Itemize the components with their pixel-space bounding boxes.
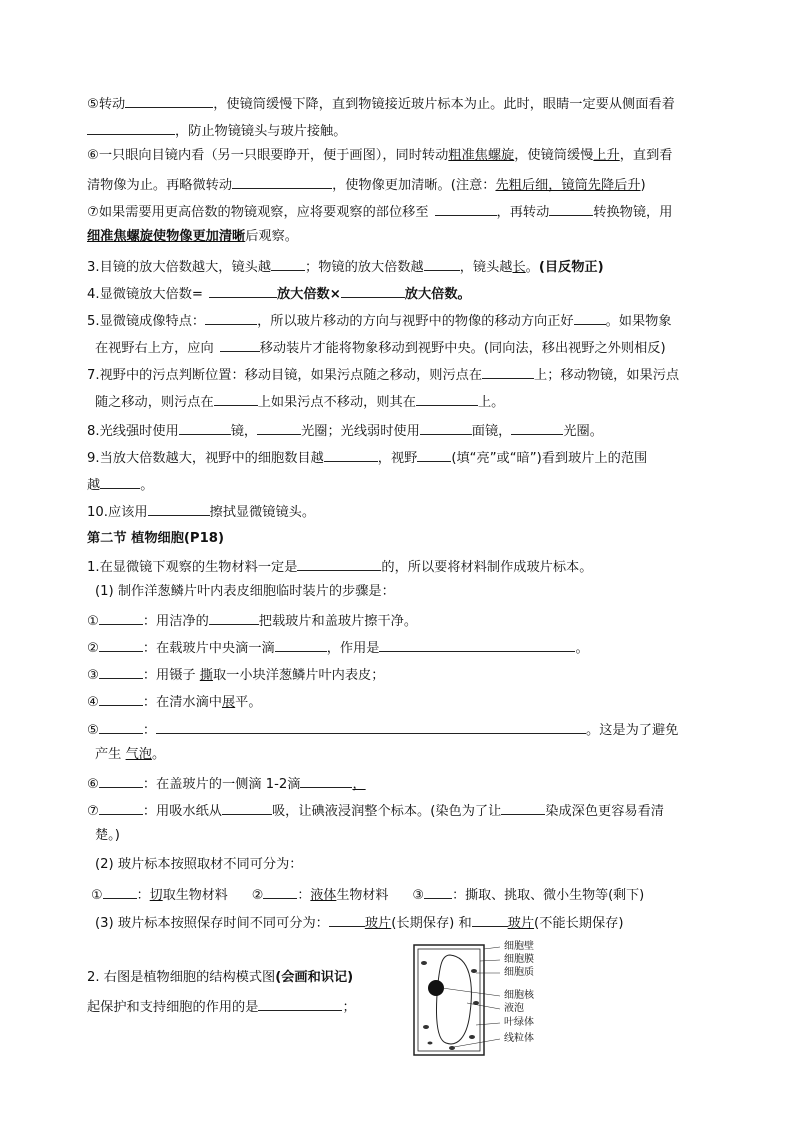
answer-blank[interactable] [257,420,301,435]
answer-blank[interactable] [416,391,478,406]
answer-blank[interactable] [511,420,563,435]
answer-blank[interactable] [99,773,143,788]
answer-blank[interactable] [263,884,297,899]
item8: 8.光线强时使用 镜， 光圈；光线弱时使用 面镜， 光圈。 [87,420,603,441]
answer-blank[interactable] [420,420,472,435]
answer-blank[interactable] [329,912,365,927]
answer-blank[interactable] [148,501,210,516]
item7-line2: 随之移动，则污点在 上如果污点不移动，则其在 上。 [95,391,504,412]
s2-sub2: (2) 玻片标本按照取材不同可分为： [95,857,303,872]
label-mitochondria: 线粒体 [504,1033,534,1044]
item9-line1: 9.当放大倍数越大，视野中的细胞数目越 ，视野 (填“亮”或“暗”)看到玻片上的范围 [87,447,647,468]
answer-blank[interactable] [424,256,460,271]
step-tear: ③ ：用镊子 撕取一小块洋葱鳞片叶内表皮； [87,664,384,685]
answer-blank[interactable] [99,691,143,706]
answer-blank[interactable] [472,912,508,927]
item10: 10.应该用 擦拭显微镜镜头。 [87,501,315,522]
label-cell-membrane: 细胞膜 [504,954,534,965]
item4: 4.显微镜放大倍数= 放大倍数× 放大倍数。 [87,283,471,304]
s2-item1: 1.在显微镜下观察的生物材料一定是 的，所以要将材料制作成玻片标本。 [87,556,592,577]
label-nucleus: 细胞核 [504,990,534,1001]
answer-blank[interactable] [435,201,497,216]
item5-line1: 5.显微镜成像特点： ，所以玻片移动的方向与视野中的物像的移动方向正好 。如果物象 [87,310,672,331]
answer-blank[interactable] [99,719,143,734]
step-spread: ④ ：在清水滴中展平。 [87,691,262,712]
label-chloroplast: 叶绿体 [504,1017,534,1028]
answer-blank[interactable] [482,364,534,379]
item9-line2: 越 。 [87,474,153,495]
answer-blank[interactable] [275,637,327,652]
label-cell-wall: 细胞壁 [504,941,534,952]
answer-blank[interactable] [501,800,545,815]
step6-line1: ⑥一只眼向目镜内看（另一只眼要睁开，便于画图），同时转动粗准焦螺旋，使镜筒缓慢上升，直到看 [87,148,673,163]
answer-blank[interactable] [156,719,586,734]
step-stain: ⑥ ：在盖玻片的一侧滴 1-2滴 ， [87,773,366,794]
step-cover-cont: 产生 气泡。 [95,747,166,762]
item3: 3.目镜的放大倍数越大，镜头越 ；物镜的放大倍数越 ，镜头越长。(目反物正) [87,256,604,277]
step6-line2: 清物像为止。再略微转动 ，使物像更加清晰。(注意：先粗后细，镜筒先降后升) [87,174,646,195]
s2-sub3: (3) 玻片标本按照保存时间不同可分为： 玻片(长期保存) 和 玻片(不能长期保存) [95,912,623,933]
label-vacuole: 液泡 [504,1003,524,1014]
answer-blank[interactable] [574,310,606,325]
answer-blank[interactable] [271,256,305,271]
step7-line1: ⑦如果需要用更高倍数的物镜观察，应将要观察的部位移至 ，再转动 转换物镜，用 [87,201,672,222]
s2-sub1: (1) 制作洋葱鳞片叶内表皮细胞临时装片的步骤是： [95,584,395,599]
answer-blank[interactable] [300,773,352,788]
answer-blank[interactable] [341,283,405,298]
answer-blank[interactable] [125,93,213,108]
s2-item2-q1: 起保护和支持细胞的作用的是 ； [87,996,356,1017]
answer-blank[interactable] [417,447,451,462]
answer-blank[interactable] [232,174,332,189]
step-wipe: ① ：用洁净的 把载玻片和盖玻片擦干净。 [87,610,417,631]
step-absorb: ⑦ ：用吸水纸从 吸，让碘液浸润整个标本。(染色为了让 染成深色更容易看清 [87,800,664,821]
section-heading: 第二节 植物细胞(P18) [87,531,224,546]
step7-line2: 细准焦螺旋使物像更加清晰后观察。 [87,229,298,244]
step-drop: ② ：在载玻片中央滴一滴 ，作用是 。 [87,637,589,658]
item7-line1: 7.视野中的污点判断位置：移动目镜，如果污点随之移动，则污点在 上；移动物镜，如果污点 [87,364,679,385]
step-cover: ⑤ ： 。这是为了避免 [87,719,678,740]
answer-blank[interactable] [87,120,175,135]
answer-blank[interactable] [379,637,575,652]
answer-blank[interactable] [99,637,143,652]
answer-blank[interactable] [297,556,381,571]
answer-blank[interactable] [99,800,143,815]
material-types: ① ：切取生物材料 ② ：液体生物材料 ③ ：撕取、挑取、微小生物等(剩下) [91,884,644,905]
answer-blank[interactable] [103,884,137,899]
item5-line2: 在视野右上方，应向 移动装片才能将物象移动到视野中央。(同向法，移出视野之外则相反) [95,337,666,358]
answer-blank[interactable] [99,664,143,679]
answer-blank[interactable] [549,201,593,216]
answer-blank[interactable] [209,610,259,625]
answer-blank[interactable] [179,420,231,435]
label-cytoplasm: 细胞质 [504,967,534,978]
answer-blank[interactable] [214,391,258,406]
answer-blank[interactable] [99,610,143,625]
answer-blank[interactable] [258,996,342,1011]
answer-blank[interactable] [424,884,452,899]
answer-blank[interactable] [220,337,260,352]
answer-blank[interactable] [222,800,272,815]
step-absorb-cont: 楚。) [95,828,120,843]
answer-blank[interactable] [324,447,378,462]
plant-cell-drawing [412,943,502,1059]
answer-blank[interactable] [205,310,257,325]
answer-blank[interactable] [209,283,277,298]
s2-item2: 2. 右图是植物细胞的结构模式图(会画和识记) [87,970,354,985]
answer-blank[interactable] [100,474,140,489]
plant-cell-diagram [412,943,552,1059]
step5-line2: ，防止物镜镜头与玻片接触。 [87,120,346,141]
step5-line1: ⑤转动 ，使镜筒缓慢下降，直到物镜接近玻片标本为止。此时，眼睛一定要从侧面看着 [87,93,675,114]
